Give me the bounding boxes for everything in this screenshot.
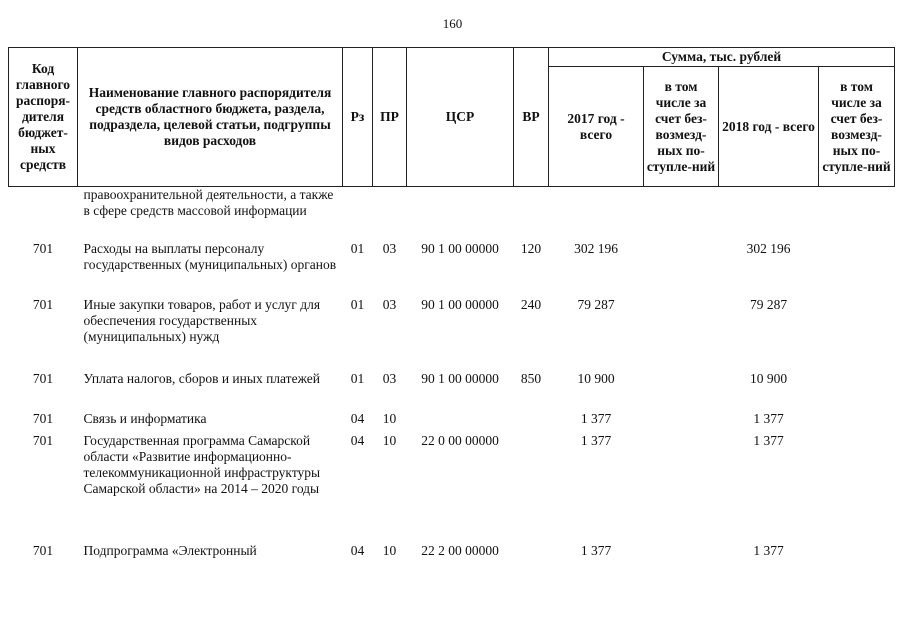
cell-pr: 10 — [382, 410, 397, 426]
header-2017-gratuitous: в том числе за счет без-возмезд-ных по-ступле-ний — [644, 67, 719, 187]
cell-sub-2017 — [644, 433, 719, 543]
cell-sub-2017 — [644, 241, 719, 297]
cell-rz: 04 — [350, 542, 365, 558]
table-row — [9, 371, 895, 411]
cell-name: Государственная программа Самарской области «Развитие информационно-телекоммуникационной инфраструктуры Самарской области» на 2014 – 2020 годы — [83, 432, 321, 496]
cell-rz: 01 — [350, 370, 365, 386]
cell-vr: 120 — [520, 240, 542, 256]
cell-sub-2018 — [819, 411, 895, 433]
cell-pr: 03 — [382, 240, 397, 256]
cell-sum-2018: 1 377 — [753, 432, 784, 448]
cell-sub-2017 — [644, 543, 719, 565]
cell-csr — [407, 411, 514, 433]
table-row — [9, 543, 895, 565]
cell-code: 701 — [32, 296, 54, 312]
cell-csr: 90 1 00 00000 — [421, 370, 499, 386]
cell-sum-2018: 1 377 — [753, 410, 784, 426]
cell-sum-2018: 302 196 — [746, 240, 791, 256]
header-sum-group: Сумма, тыс. рублей — [549, 48, 895, 67]
cell-vr: 850 — [520, 370, 542, 386]
cell-csr: 22 2 00 00000 — [421, 542, 499, 558]
cell-sub-2018 — [819, 543, 895, 565]
cell-pr: 03 — [382, 296, 397, 312]
cell-sub-2018 — [819, 371, 895, 411]
cell-vr — [514, 411, 549, 433]
cell-sum-2017: 1 377 — [580, 410, 612, 426]
cell-rz: 04 — [350, 410, 365, 426]
cell-sub-2017 — [644, 297, 719, 371]
budget-table — [8, 47, 895, 565]
table-row — [9, 411, 895, 433]
cell-rz: 01 — [350, 296, 365, 312]
header-2017-total: 2017 год - всего — [549, 67, 644, 187]
page-number: 160 — [442, 16, 463, 31]
header-pr: ПР — [373, 48, 407, 187]
cell-vr — [514, 433, 549, 543]
cell-name: Подпрограмма «Электронный — [83, 542, 257, 558]
cell-code: 701 — [32, 370, 54, 386]
header-vr: ВР — [514, 48, 549, 187]
cell-sum-2017: 1 377 — [580, 432, 612, 448]
cell-sum-2018: 1 377 — [753, 542, 784, 558]
cell-name: Связь и информатика — [83, 410, 207, 426]
header-rz: Рз — [343, 48, 373, 187]
cell-name: Иные закупки товаров, работ и услуг для обеспечения государственных (муниципальных) нужд — [83, 296, 321, 344]
table-row — [9, 297, 895, 371]
table-row — [9, 433, 895, 543]
header-csr: ЦСР — [407, 48, 514, 187]
cell-csr: 22 0 00 00000 — [421, 432, 499, 448]
header-2018-gratuitous: в том числе за счет без-возмезд-ных по-ступле-ний — [819, 67, 895, 187]
cell-sub-2017 — [644, 371, 719, 411]
cell-rz: 04 — [350, 432, 365, 448]
cell-sub-2018 — [819, 297, 895, 371]
cell-sum-2017: 302 196 — [574, 240, 618, 256]
cell-code: 701 — [32, 432, 54, 448]
cell-sub-2017 — [644, 411, 719, 433]
table-row — [9, 241, 895, 297]
cell-vr: 240 — [520, 296, 542, 312]
cell-csr: 90 1 00 00000 — [421, 296, 499, 312]
header-2018-total: 2018 год - всего — [719, 67, 819, 187]
cell-code: 701 — [32, 240, 54, 256]
cell-vr — [514, 543, 549, 565]
cell-sum-2017: 79 287 — [577, 296, 615, 312]
cell-sum-2018: 79 287 — [749, 296, 788, 312]
cell-code: 701 — [32, 410, 54, 426]
header-name: Наименование главного распорядителя средств областного бюджета, раздела, подраздела, целевой статьи, подгруппы видов расходов — [78, 48, 343, 187]
cell-code: 701 — [32, 542, 54, 558]
cell-name: Уплата налогов, сборов и иных платежей — [83, 370, 320, 386]
cell-pr: 10 — [382, 432, 397, 448]
cell-sub-2018 — [819, 433, 895, 543]
table-row-continuation — [9, 187, 895, 241]
cell-sum-2017: 1 377 — [580, 542, 612, 558]
cell-sub-2018 — [819, 241, 895, 297]
cell-pr: 03 — [382, 370, 397, 386]
cell-sum-2017: 10 900 — [577, 370, 615, 386]
header-code: Код главного распоря-дителя бюджет-ных средств — [9, 48, 78, 187]
continuation-name: правоохранительной деятельности, а также в сфере средств массовой информации — [83, 187, 334, 218]
cell-pr: 10 — [382, 542, 397, 558]
cell-rz: 01 — [350, 240, 365, 256]
cell-csr: 90 1 00 00000 — [421, 240, 499, 256]
cell-sum-2018: 10 900 — [749, 370, 788, 386]
cell-name: Расходы на выплаты персоналу государственных (муниципальных) органов — [83, 240, 337, 272]
